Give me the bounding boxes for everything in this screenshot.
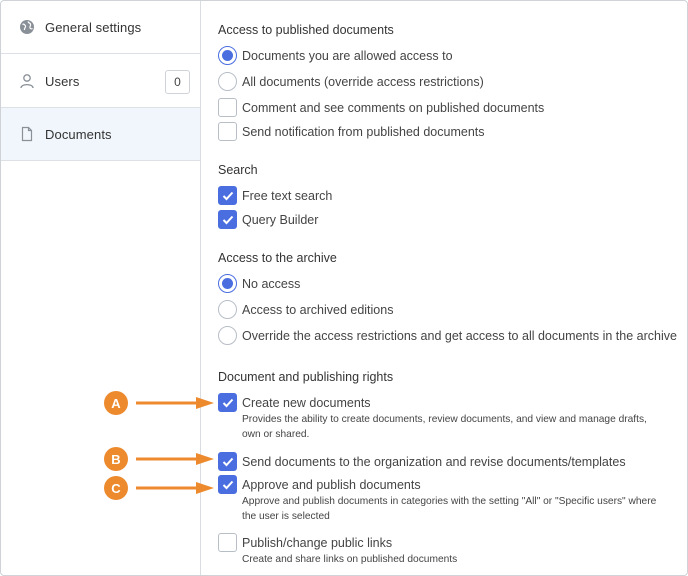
radio-all-documents[interactable]	[218, 72, 484, 91]
checkbox-send-documents[interactable]	[218, 452, 626, 471]
sidebar-item-users[interactable]	[1, 55, 200, 108]
sidebar-item-label: Users	[45, 73, 80, 89]
user-count-badge: 0	[165, 70, 190, 94]
checkbox-query-builder[interactable]	[218, 210, 318, 229]
checkbox[interactable]	[218, 210, 237, 229]
user-icon	[19, 73, 35, 89]
arrow-right-icon	[136, 453, 214, 465]
radio-archived-editions[interactable]	[218, 300, 393, 319]
checkmark-icon	[222, 398, 234, 408]
option-label: All documents (override access restrictions)	[242, 74, 484, 89]
section-title-published: Access to published documents	[218, 23, 394, 37]
checkmark-icon	[222, 191, 234, 201]
option-label: Query Builder	[242, 212, 319, 227]
section-title-archive: Access to the archive	[218, 251, 337, 265]
checkmark-icon	[222, 215, 234, 225]
section-title-search: Search	[218, 163, 258, 177]
radio-button[interactable]	[218, 72, 237, 91]
checkbox[interactable]	[218, 533, 237, 552]
option-label: Create new documents	[242, 395, 371, 410]
checkbox[interactable]	[218, 452, 237, 471]
option-label: Override the access restrictions and get access to all documents in the archive	[242, 328, 677, 343]
arrow-right-icon	[136, 482, 214, 494]
callout-b-badge: B	[104, 447, 128, 471]
option-description: Create and share links on published documents	[242, 554, 458, 565]
checkbox-public-links[interactable]	[218, 533, 392, 552]
radio-button[interactable]	[218, 300, 237, 319]
radio-no-access[interactable]	[218, 274, 300, 293]
checkbox-create-documents[interactable]	[218, 393, 371, 412]
option-label: Publish/change public links	[242, 535, 393, 550]
checkbox[interactable]	[218, 393, 237, 412]
radio-override-restrictions[interactable]	[218, 326, 677, 345]
sidebar-item-label: General settings	[45, 19, 142, 35]
globe-icon	[19, 19, 35, 35]
option-label: No access	[242, 276, 301, 291]
sidebar-item-general-settings[interactable]	[1, 1, 200, 54]
radio-button[interactable]	[218, 326, 237, 345]
callout-c-badge: C	[104, 476, 128, 500]
option-description: Approve and publish documents in categories with the setting "All" or "Specific users" where the user is selected	[242, 496, 657, 522]
radio-button[interactable]	[218, 46, 237, 65]
checkbox-comments[interactable]	[218, 98, 544, 117]
radio-button[interactable]	[218, 274, 237, 293]
checkbox-free-text-search[interactable]	[218, 186, 332, 205]
checkbox[interactable]	[218, 475, 237, 494]
option-label: Approve and publish documents	[242, 477, 421, 492]
checkbox[interactable]	[218, 122, 237, 141]
option-label: Send documents to the organization and revise documents/templates	[242, 454, 626, 469]
radio-allowed-documents[interactable]	[218, 46, 453, 65]
callout-a-badge: A	[104, 391, 128, 415]
checkbox-approve-publish[interactable]	[218, 475, 421, 494]
option-label: Access to archived editions	[242, 302, 394, 317]
option-label: Comment and see comments on published documents	[242, 100, 545, 115]
section-title-rights: Document and publishing rights	[218, 370, 394, 384]
checkbox[interactable]	[218, 186, 237, 205]
option-label: Free text search	[242, 188, 333, 203]
arrow-right-icon	[136, 397, 214, 409]
sidebar-item-label: Documents	[45, 126, 112, 142]
checkbox[interactable]	[218, 98, 237, 117]
option-label: Documents you are allowed access to	[242, 48, 453, 63]
checkmark-icon	[222, 480, 234, 490]
sidebar-item-documents[interactable]	[1, 108, 200, 161]
checkmark-icon	[222, 457, 234, 467]
option-description: Provides the ability to create documents, review documents, and view and manage drafts, own or shared.	[242, 414, 647, 440]
checkbox-notification[interactable]	[218, 122, 485, 141]
document-icon	[19, 126, 35, 142]
option-label: Send notification from published documents	[242, 124, 485, 139]
